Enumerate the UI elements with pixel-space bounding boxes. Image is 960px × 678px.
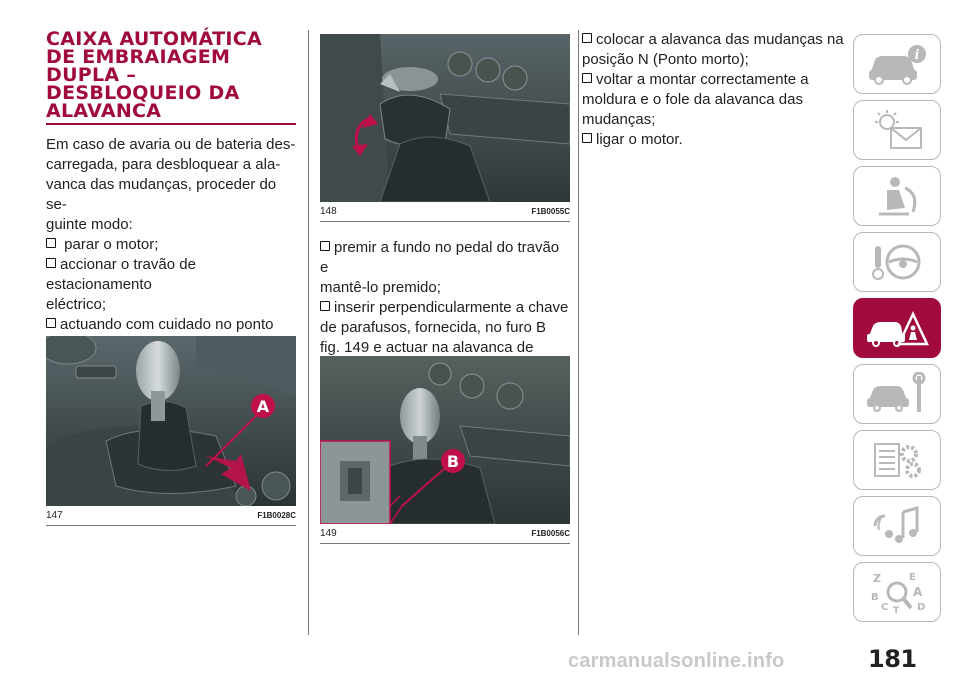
tab-starting-driving[interactable] bbox=[853, 232, 941, 292]
page-number: 181 bbox=[868, 645, 917, 673]
figure-149 bbox=[320, 356, 570, 544]
bullet-stop-engine bbox=[46, 235, 296, 255]
text-line: actuando com cuidado no ponto bbox=[60, 316, 274, 333]
gear-lever-illustration bbox=[46, 336, 296, 506]
watermark: carmanualsonline.info bbox=[568, 650, 785, 672]
text-line: parar o motor; bbox=[60, 236, 159, 253]
svg-text:T: T bbox=[893, 606, 900, 614]
column-divider bbox=[578, 30, 579, 635]
checkbox-bullet-icon bbox=[46, 238, 56, 248]
text-line: fig. 149 e actuar na alavanca de bbox=[320, 339, 534, 356]
bullet-parking-brake bbox=[46, 255, 296, 315]
release-lever-illustration bbox=[320, 356, 570, 524]
text-line: inserir perpendicularmente a chave bbox=[334, 299, 569, 316]
text-line: de parafusos, fornecida, no furo B bbox=[320, 319, 546, 336]
spec-gears-icon bbox=[865, 438, 929, 482]
checkbox-bullet-icon bbox=[46, 258, 56, 268]
checkbox-bullet-icon bbox=[582, 133, 592, 143]
column-divider bbox=[308, 30, 309, 635]
bullet-neutral-position bbox=[582, 30, 844, 70]
figure-number: 149 bbox=[320, 528, 337, 539]
car-emergency-triangle-icon bbox=[865, 306, 929, 350]
text-line: Em caso de avaria ou de bateria des- bbox=[46, 136, 296, 153]
text-line: mudanças; bbox=[582, 111, 656, 128]
text-line: mantê-lo premido; bbox=[320, 279, 441, 296]
figure-code: F1B0028C bbox=[257, 511, 296, 520]
section-title bbox=[46, 30, 296, 120]
checkbox-bullet-icon bbox=[320, 301, 330, 311]
title-line: ALAVANCA bbox=[46, 100, 162, 122]
text-line: premir a fundo no pedal do travão e bbox=[320, 239, 560, 276]
text-line: posição N (Ponto morto); bbox=[582, 51, 749, 68]
title-line: CAIXA AUTOMÁTICA bbox=[46, 28, 262, 50]
svg-text:A: A bbox=[913, 585, 923, 599]
trim-removal-illustration bbox=[320, 34, 570, 202]
callout-a: A bbox=[256, 397, 270, 416]
tab-car-info[interactable] bbox=[853, 34, 941, 94]
tab-emergency[interactable] bbox=[853, 298, 941, 358]
title-line: DE EMBRAIAGEM bbox=[46, 46, 231, 68]
callout-b: B bbox=[446, 452, 460, 471]
title-line: DUPLA – bbox=[46, 64, 137, 86]
svg-text:B: B bbox=[871, 592, 879, 603]
car-info-icon bbox=[865, 42, 929, 86]
title-line: DESBLOQUEIO DA bbox=[46, 82, 240, 104]
text-line: moldura e o fole da alavanca das bbox=[582, 91, 803, 108]
column-3 bbox=[582, 30, 844, 150]
media-music-icon bbox=[865, 504, 929, 548]
tab-warning-lights[interactable] bbox=[853, 100, 941, 160]
text-line: eléctrico; bbox=[46, 296, 107, 313]
text-line: voltar a montar correctamente a bbox=[596, 71, 809, 88]
figure-147 bbox=[46, 336, 296, 526]
svg-text:Z: Z bbox=[873, 572, 881, 585]
seat-safety-icon bbox=[865, 174, 929, 218]
svg-text:i: i bbox=[914, 48, 920, 63]
steering-key-icon bbox=[865, 240, 929, 284]
checkbox-bullet-icon bbox=[46, 318, 56, 328]
figure-code: F1B0055C bbox=[531, 207, 570, 216]
figure-149-caption bbox=[320, 524, 570, 544]
figure-149-image bbox=[320, 356, 570, 524]
figure-147-image bbox=[46, 336, 296, 506]
tab-index[interactable] bbox=[853, 562, 941, 622]
svg-text:C: C bbox=[881, 602, 889, 613]
svg-text:E: E bbox=[909, 572, 916, 583]
figure-148-image bbox=[320, 34, 570, 202]
tab-safety[interactable] bbox=[853, 166, 941, 226]
text-line: guinte modo: bbox=[46, 216, 133, 233]
figure-code: F1B0056C bbox=[531, 529, 570, 538]
figure-number: 148 bbox=[320, 206, 337, 217]
text-line: accionar o travão de estacionamento bbox=[46, 256, 196, 293]
checkbox-bullet-icon bbox=[582, 33, 592, 43]
figure-147-caption bbox=[46, 506, 296, 526]
warning-lights-envelope-icon bbox=[865, 108, 929, 152]
figure-number: 147 bbox=[46, 510, 63, 521]
checkbox-bullet-icon bbox=[320, 241, 330, 251]
chapter-tabs bbox=[853, 34, 941, 628]
alphabet-index-icon bbox=[865, 570, 929, 614]
title-underline bbox=[46, 123, 296, 125]
text-line: carregada, para desbloquear a ala- bbox=[46, 156, 281, 173]
tab-maintenance[interactable] bbox=[853, 364, 941, 424]
checkbox-bullet-icon bbox=[582, 73, 592, 83]
tab-technical-specs[interactable] bbox=[853, 430, 941, 490]
tab-multimedia[interactable] bbox=[853, 496, 941, 556]
bullet-start-engine bbox=[582, 130, 844, 150]
intro-paragraph bbox=[46, 135, 296, 235]
figure-148 bbox=[320, 34, 570, 222]
bullet-refit-trim bbox=[582, 70, 844, 130]
svg-text:D: D bbox=[917, 602, 926, 613]
figure-148-caption bbox=[320, 202, 570, 222]
text-line: colocar a alavanca das mudanças na bbox=[596, 31, 844, 48]
bullet-press-brake bbox=[320, 238, 570, 298]
text-line: vanca das mudanças, proceder do se- bbox=[46, 176, 277, 213]
car-wrench-icon bbox=[865, 372, 929, 416]
text-line: ligar o motor. bbox=[596, 131, 683, 148]
